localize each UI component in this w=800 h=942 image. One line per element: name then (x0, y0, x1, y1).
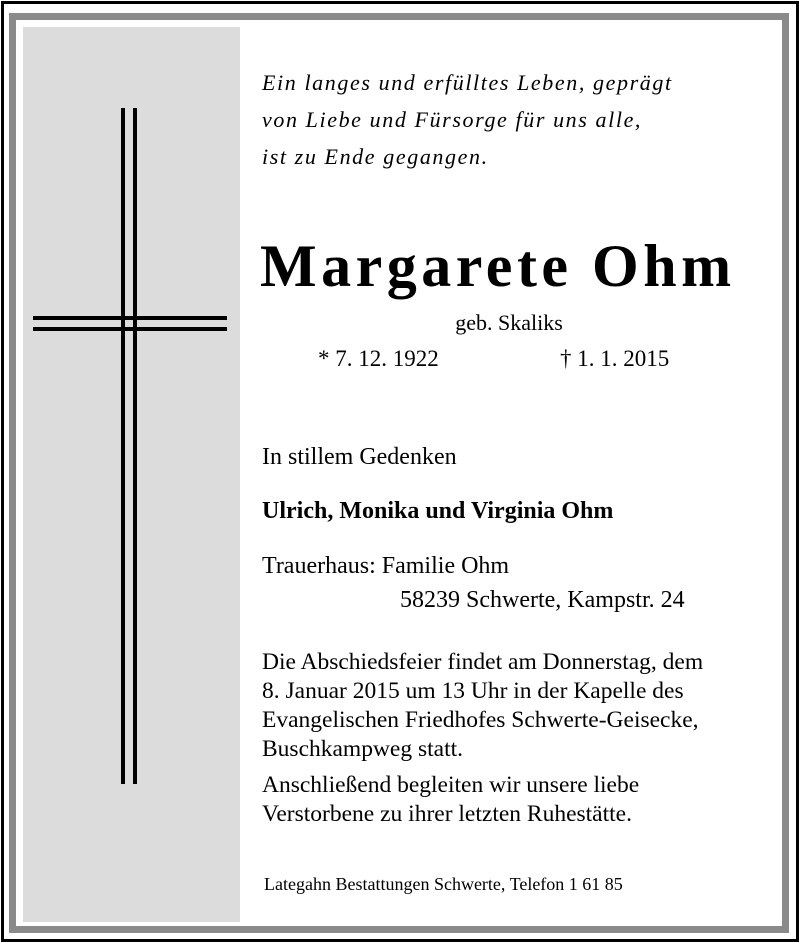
cross-vertical-line-right (133, 108, 137, 784)
funeral-details: Die Abschiedsfeier findet am Donnerstag, dem 8. Januar 2015 um 13 Uhr in der Kapelle des Evangelischen Friedhofes Schwerte-Geisecke, Buschkampweg statt. (262, 649, 704, 762)
mourning-house-label: Trauerhaus: Familie Ohm (262, 553, 510, 579)
memory-line: In stillem Gedenken (262, 444, 457, 470)
undertaker-info: Lategahn Bestattungen Schwerte, Telefon 1 61 85 (264, 874, 623, 894)
burial-details: Anschließend begleiten wir unsere liebe Verstorbene zu ihrer letzten Ruhestätte. (262, 772, 640, 827)
death-date: † 1. 1. 2015 (560, 346, 670, 371)
memorial-quote: Ein langes und erfülltes Leben, geprägt von Liebe und Fürsorge für uns alle, ist zu Ende gegangen. (262, 70, 673, 169)
mourning-house-address: 58239 Schwerte, Kampstr. 24 (400, 587, 685, 613)
deceased-name: Margarete Ohm (260, 233, 736, 299)
family-names: Ulrich, Monika und Virginia Ohm (262, 498, 614, 524)
maiden-name: geb. Skaliks (455, 310, 563, 335)
gray-sidebar (23, 27, 240, 922)
birth-date: * 7. 12. 1922 (318, 346, 439, 371)
cross-vertical-line-left (121, 108, 125, 784)
